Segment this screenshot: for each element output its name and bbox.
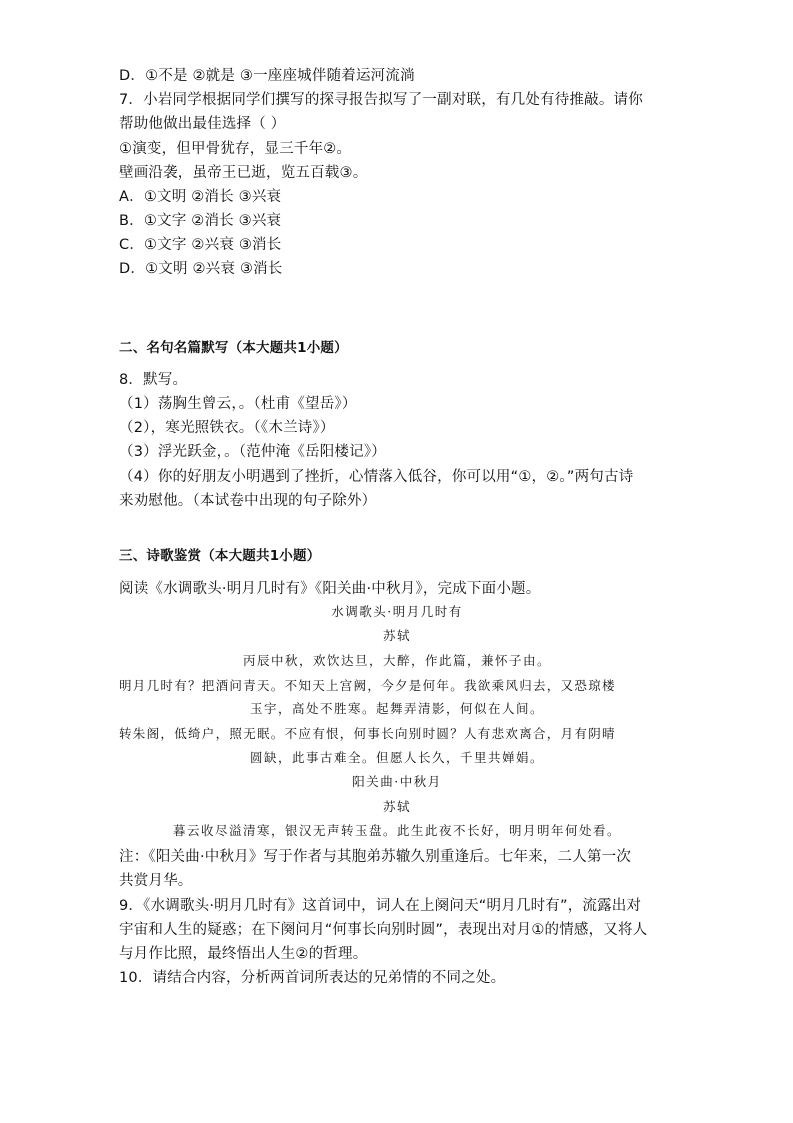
poem1-preface: 丙辰中秋，欢饮达旦，大醉，作此篇，兼怀子由。 bbox=[242, 653, 551, 668]
section2-heading: 二、名句名篇默写（本大题共1小题） bbox=[119, 340, 348, 356]
q8-item-4-cont: 来劝慰他。（本试卷中出现的句子除外） bbox=[119, 493, 377, 509]
q8-stem: 8．默写。 bbox=[119, 372, 188, 388]
q7-option-c: C．①文字 ②兴衰 ③消长 bbox=[119, 237, 282, 253]
poem2-author: 苏轼 bbox=[382, 799, 411, 814]
poem2-line-1: 暮云收尽溢清寒，银汉无声转玉盘。此生此夜不长好，明月明年何处看。 bbox=[172, 823, 621, 838]
poem1-line-2: 玉宇，高处不胜寒。起舞弄清影，何似在人间。 bbox=[249, 701, 544, 716]
q8-item-4: （4）你的好朋友小明遇到了挫折，心情落入低谷，你可以用“①，②。”两句古诗 bbox=[119, 469, 634, 485]
q7-stem-line2: 帮助他做出最佳选择（ ） bbox=[119, 116, 286, 132]
q7-option-d: D．①文明 ②兴衰 ③消长 bbox=[119, 261, 283, 277]
q8-item-2: （2），寒光照铁衣。（《木兰诗》） bbox=[119, 420, 335, 436]
q9-line3: 与月作比照，最终悟出人生②的哲理。 bbox=[119, 946, 368, 962]
poem1-title: 水调歌头·明月几时有 bbox=[331, 604, 463, 619]
q8-item-1: （1）荡胸生曾云，。（杜甫《望岳》） bbox=[119, 396, 357, 412]
poem1-line-1: 明月几时有？把酒问青天。不知天上宫阙，今夕是何年。我欲乘风归去，又恐琼楼 bbox=[119, 678, 616, 693]
poem1-line-3: 转朱阁，低绮户，照无眠。不应有恨，何事长向别时圆？人有悲欢离合，月有阴晴 bbox=[119, 726, 616, 741]
q7-couplet-lower: 壁画沿袭，虽帝王已逝，览五百载③。 bbox=[119, 165, 368, 181]
q7-option-b: B．①文字 ②消长 ③兴衰 bbox=[119, 213, 282, 229]
q6-option-d: D．①不是 ②就是 ③一座座城伴随着运河流淌 bbox=[119, 68, 415, 84]
q7-option-a: A．①文明 ②消长 ③兴衰 bbox=[119, 189, 282, 205]
poem-note-line1: 注：《阳关曲·中秋月》写于作者与其胞弟苏辙久别重逢后。七年来，二人第一次 bbox=[119, 849, 632, 865]
q7-couplet-upper: ①演变，但甲骨犹存，显三千年②。 bbox=[119, 141, 352, 157]
q9-line1: 9．《水调歌头·明月几时有》这首词中，词人在上阕问天“明月几时有”，流露出对 bbox=[119, 898, 642, 914]
q7-stem-line1: 7．小岩同学根据同学们撰写的探寻报告拟写了一副对联，有几处有待推敲。请你 bbox=[119, 92, 643, 108]
q8-item-3: （3）浮光跃金，。（范仲淹《岳阳楼记》） bbox=[119, 444, 386, 460]
section3-heading: 三、诗歌鉴赏（本大题共1小题） bbox=[119, 548, 321, 564]
poem1-line-4: 圆缺，此事古难全。但愿人长久，千里共婵娟。 bbox=[249, 750, 544, 765]
poem1-author: 苏轼 bbox=[382, 628, 411, 643]
poem-note-line2: 共赏月华。 bbox=[119, 873, 193, 889]
q9-line2: 宇宙和人生的疑惑；在下阕问月“何事长向别时圆”，表现出对月①的情感，又将人 bbox=[119, 922, 648, 938]
section3-intro: 阅读《水调歌头·明月几时有》《阳关曲·中秋月》，完成下面小题。 bbox=[119, 581, 541, 597]
poem2-title: 阳关曲·中秋月 bbox=[352, 774, 442, 789]
q10-stem: 10．请结合内容，分析两首词所表达的兄弟情的不同之处。 bbox=[119, 970, 506, 986]
